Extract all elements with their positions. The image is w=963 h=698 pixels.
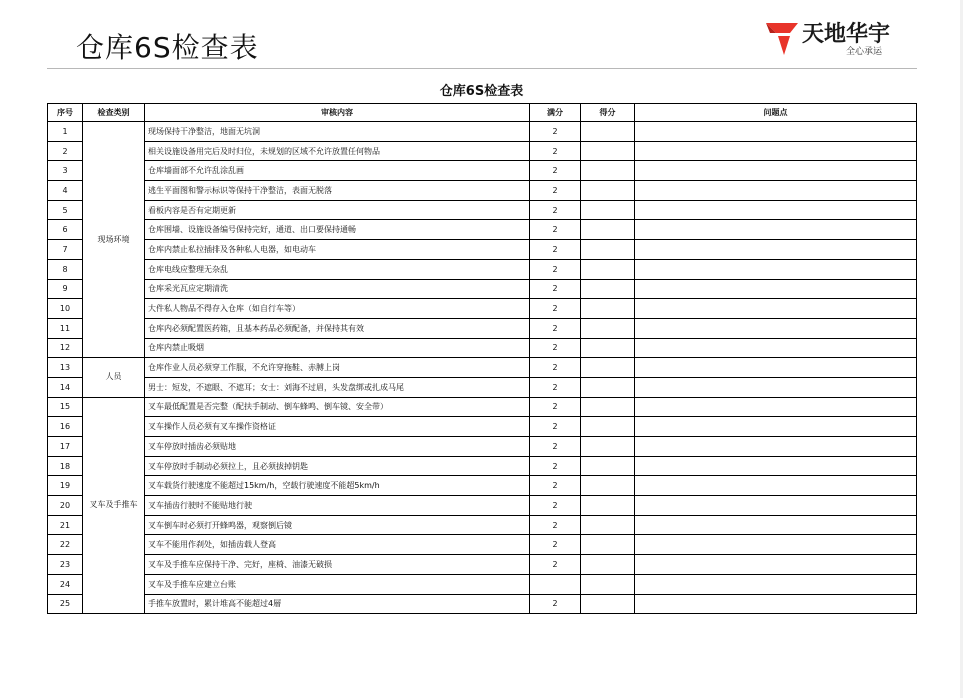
category-cell: 叉车及手推车 [83, 397, 145, 614]
company-logo [764, 17, 904, 59]
audit-content-cell: 叉车载货行驶速度不能超过15km/h，空载行驶速度不能超5km/h [145, 476, 530, 496]
row-number: 12 [48, 338, 83, 358]
table-row [48, 259, 917, 279]
max-score-cell: 2 [530, 535, 581, 555]
audit-content-cell: 仓库内禁止吸烟 [145, 338, 530, 358]
row-number: 18 [48, 456, 83, 476]
score-input-cell[interactable] [581, 279, 635, 299]
row-number: 1 [48, 122, 83, 142]
score-input-cell[interactable] [581, 358, 635, 378]
score-input-cell[interactable] [581, 338, 635, 358]
max-score-cell: 2 [530, 141, 581, 161]
issue-note-cell[interactable] [635, 535, 917, 555]
table-row [48, 220, 917, 240]
score-input-cell[interactable] [581, 594, 635, 614]
audit-content-cell: 叉车停放时手制动必须拉上，且必须拔掉钥匙 [145, 456, 530, 476]
col-header-no: 序号 [48, 104, 83, 122]
row-number: 4 [48, 181, 83, 201]
issue-note-cell[interactable] [635, 161, 917, 181]
audit-content-cell: 仓库采光瓦应定期清洗 [145, 279, 530, 299]
max-score-cell: 2 [530, 594, 581, 614]
max-score-cell: 2 [530, 122, 581, 142]
issue-note-cell[interactable] [635, 299, 917, 319]
row-number: 21 [48, 515, 83, 535]
audit-content-cell: 仓库内禁止私拉插排及各种私人电器，如电动车 [145, 240, 530, 260]
max-score-cell: 2 [530, 200, 581, 220]
max-score-cell: 2 [530, 181, 581, 201]
issue-note-cell[interactable] [635, 338, 917, 358]
row-number: 25 [48, 594, 83, 614]
page-title: 仓库6S检查表 [76, 31, 259, 64]
row-number: 7 [48, 240, 83, 260]
row-number: 14 [48, 377, 83, 397]
max-score-cell: 2 [530, 318, 581, 338]
col-header-max-score: 满分 [530, 104, 581, 122]
checklist-table [47, 103, 917, 614]
category-cell: 现场环境 [83, 122, 145, 358]
issue-note-cell[interactable] [635, 555, 917, 575]
row-number: 17 [48, 437, 83, 457]
score-input-cell[interactable] [581, 417, 635, 437]
row-number: 22 [48, 535, 83, 555]
table-row [48, 515, 917, 535]
max-score-cell: 2 [530, 397, 581, 417]
score-input-cell[interactable] [581, 437, 635, 457]
logo-name: 天地华宇 [802, 22, 891, 47]
score-input-cell[interactable] [581, 259, 635, 279]
row-number: 8 [48, 259, 83, 279]
max-score-cell: 2 [530, 161, 581, 181]
table-title: 仓库6S检查表 [439, 84, 524, 99]
score-input-cell[interactable] [581, 377, 635, 397]
table-row [48, 181, 917, 201]
audit-content-cell: 叉车操作人员必须有叉车操作资格证 [145, 417, 530, 437]
audit-content-cell: 叉车不能用作刹处，如插齿载人登高 [145, 535, 530, 555]
table-row [48, 161, 917, 181]
table-row [48, 122, 917, 142]
table-row [48, 496, 917, 516]
table-row [48, 417, 917, 437]
audit-content-cell: 叉车最低配置是否完整（配扶手制动、倒车蜂鸣、倒车镜、安全带） [145, 397, 530, 417]
table-row [48, 279, 917, 299]
score-input-cell[interactable] [581, 181, 635, 201]
row-number: 13 [48, 358, 83, 378]
row-number: 19 [48, 476, 83, 496]
issue-note-cell[interactable] [635, 141, 917, 161]
score-input-cell[interactable] [581, 200, 635, 220]
issue-note-cell[interactable] [635, 515, 917, 535]
max-score-cell: 2 [530, 377, 581, 397]
issue-note-cell[interactable] [635, 397, 917, 417]
audit-content-cell: 叉车停放时插齿必须贴地 [145, 437, 530, 457]
max-score-cell: 2 [530, 515, 581, 535]
issue-note-cell[interactable] [635, 377, 917, 397]
table-row [48, 200, 917, 220]
table-row [48, 437, 917, 457]
row-number: 15 [48, 397, 83, 417]
table-row [48, 318, 917, 338]
issue-note-cell[interactable] [635, 476, 917, 496]
audit-content-cell: 叉车插齿行驶时不能贴地行驶 [145, 496, 530, 516]
issue-note-cell[interactable] [635, 122, 917, 142]
audit-content-cell: 仓库作业人员必须穿工作服，不允许穿拖鞋、赤膊上岗 [145, 358, 530, 378]
audit-content-cell: 叉车倒车时必须打开蜂鸣器，观察倒后镜 [145, 515, 530, 535]
row-number: 5 [48, 200, 83, 220]
table-row [48, 240, 917, 260]
audit-content-cell: 叉车及手推车应保持干净、完好，座椅、油漆无破损 [145, 555, 530, 575]
issue-note-cell[interactable] [635, 574, 917, 594]
issue-note-cell[interactable] [635, 181, 917, 201]
score-input-cell[interactable] [581, 397, 635, 417]
issue-note-cell[interactable] [635, 496, 917, 516]
issue-note-cell[interactable] [635, 200, 917, 220]
table-row [48, 358, 917, 378]
audit-content-cell: 手推车放置时，累计堆高不能超过4層 [145, 594, 530, 614]
issue-note-cell[interactable] [635, 259, 917, 279]
audit-content-cell: 相关设施设备用完后及时归位，未规划的区域不允许放置任何物品 [145, 141, 530, 161]
issue-note-cell[interactable] [635, 417, 917, 437]
table-row [48, 456, 917, 476]
table-header-row [48, 104, 917, 122]
score-input-cell[interactable] [581, 122, 635, 142]
audit-content-cell: 大件私人物品不得存入仓库（如自行车等） [145, 299, 530, 319]
issue-note-cell[interactable] [635, 594, 917, 614]
col-header-category: 检查类别 [83, 104, 145, 122]
issue-note-cell[interactable] [635, 456, 917, 476]
max-score-cell: 2 [530, 437, 581, 457]
max-score-cell: 2 [530, 220, 581, 240]
score-input-cell[interactable] [581, 141, 635, 161]
row-number: 9 [48, 279, 83, 299]
table-row [48, 476, 917, 496]
table-row [48, 574, 917, 594]
table-row [48, 555, 917, 575]
row-number: 3 [48, 161, 83, 181]
row-number: 23 [48, 555, 83, 575]
max-score-cell [530, 574, 581, 594]
col-header-issues: 问题点 [635, 104, 917, 122]
row-number: 6 [48, 220, 83, 240]
score-input-cell[interactable] [581, 161, 635, 181]
header-divider [47, 68, 917, 69]
score-input-cell[interactable] [581, 299, 635, 319]
audit-content-cell: 仓库内必须配置医药箱，且基本药品必须配备，并保持其有效 [145, 318, 530, 338]
audit-content-cell: 现场保持干净整洁，地面无坑洞 [145, 122, 530, 142]
score-input-cell[interactable] [581, 318, 635, 338]
max-score-cell: 2 [530, 299, 581, 319]
row-number: 24 [48, 574, 83, 594]
issue-note-cell[interactable] [635, 437, 917, 457]
max-score-cell: 2 [530, 279, 581, 299]
audit-content-cell: 看板内容是否有定期更新 [145, 200, 530, 220]
max-score-cell: 2 [530, 338, 581, 358]
max-score-cell: 2 [530, 259, 581, 279]
row-number: 2 [48, 141, 83, 161]
issue-note-cell[interactable] [635, 279, 917, 299]
page-bottom-area [0, 645, 960, 698]
issue-note-cell[interactable] [635, 318, 917, 338]
row-number: 20 [48, 496, 83, 516]
max-score-cell: 2 [530, 555, 581, 575]
max-score-cell: 2 [530, 496, 581, 516]
score-input-cell[interactable] [581, 220, 635, 240]
score-input-cell[interactable] [581, 515, 635, 535]
max-score-cell: 2 [530, 240, 581, 260]
row-number: 10 [48, 299, 83, 319]
score-input-cell[interactable] [581, 555, 635, 575]
logo-mark-icon [764, 19, 800, 57]
max-score-cell: 2 [530, 417, 581, 437]
score-input-cell[interactable] [581, 240, 635, 260]
row-number: 16 [48, 417, 83, 437]
table-row [48, 397, 917, 417]
table-body [48, 122, 917, 614]
score-input-cell[interactable] [581, 456, 635, 476]
score-input-cell[interactable] [581, 476, 635, 496]
audit-content-cell: 逃生平面图和警示标识等保持干净整洁，表面无脱落 [145, 181, 530, 201]
audit-content-cell: 仓库墙面部不允许乱涂乱画 [145, 161, 530, 181]
col-header-score: 得分 [581, 104, 635, 122]
table-row [48, 594, 917, 614]
audit-content-cell: 仓库电线应整理无杂乱 [145, 259, 530, 279]
col-header-content: 审核内容 [145, 104, 530, 122]
category-cell: 人员 [83, 358, 145, 397]
audit-content-cell: 仓库围墙、设施设备编号保持完好，通道、出口要保持通畅 [145, 220, 530, 240]
max-score-cell: 2 [530, 456, 581, 476]
table-row [48, 141, 917, 161]
issue-note-cell[interactable] [635, 358, 917, 378]
table-row [48, 338, 917, 358]
table-row [48, 299, 917, 319]
row-number: 11 [48, 318, 83, 338]
table-row [48, 377, 917, 397]
score-input-cell[interactable] [581, 496, 635, 516]
issue-note-cell[interactable] [635, 220, 917, 240]
issue-note-cell[interactable] [635, 240, 917, 260]
max-score-cell: 2 [530, 358, 581, 378]
table-row [48, 535, 917, 555]
max-score-cell: 2 [530, 476, 581, 496]
audit-content-cell: 叉车及手推车应建立台账 [145, 574, 530, 594]
score-input-cell[interactable] [581, 574, 635, 594]
audit-content-cell: 男士：短发，不遮眼、不遮耳；女士：刘海不过眉，头发盘绑或扎成马尾 [145, 377, 530, 397]
logo-slogan: 全心承运 [846, 47, 883, 57]
score-input-cell[interactable] [581, 535, 635, 555]
